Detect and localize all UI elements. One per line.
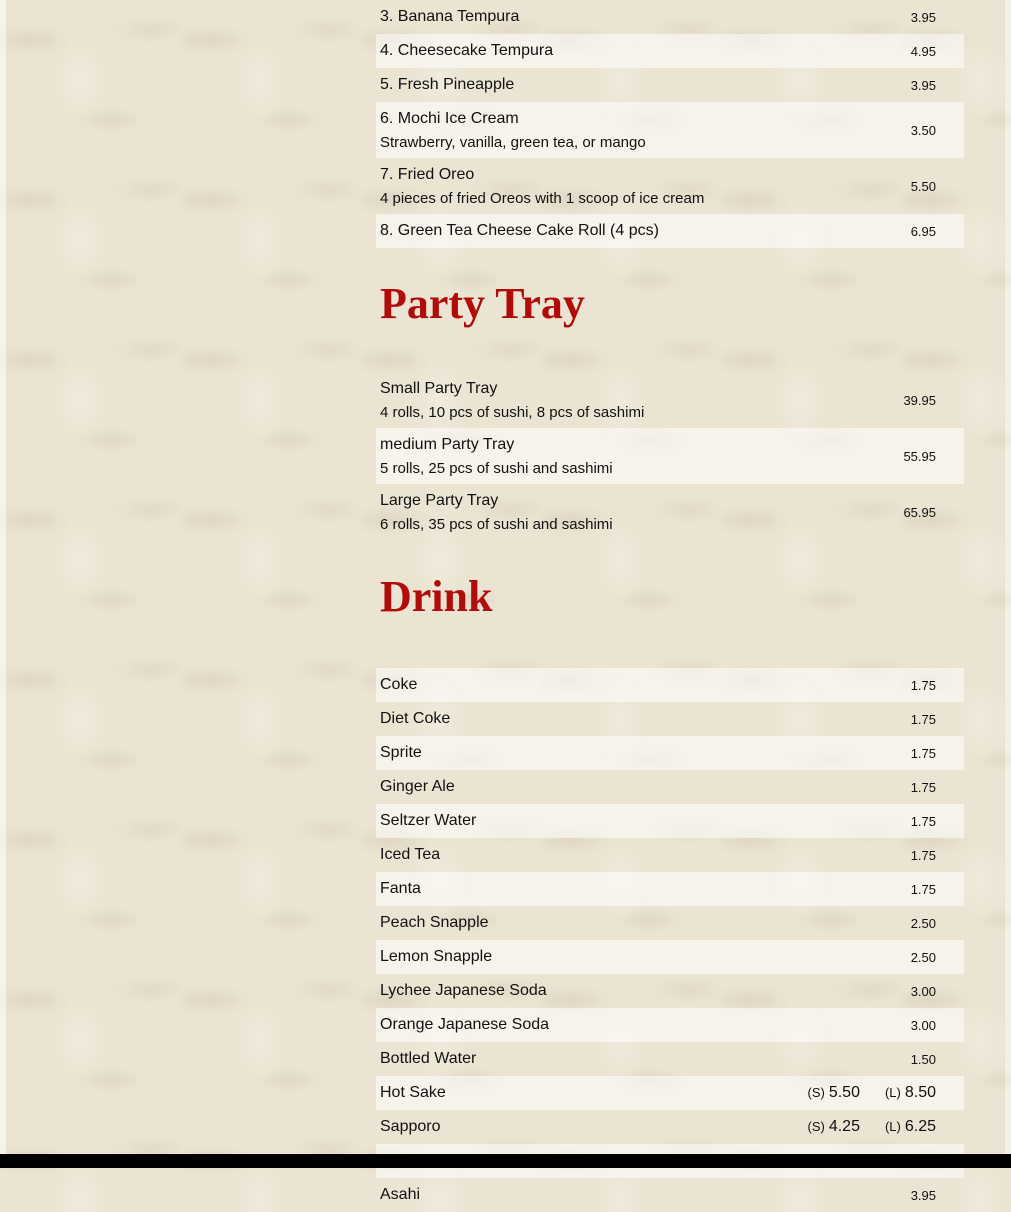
party-tray-list: [376, 372, 964, 540]
item-name: 4. Cheesecake Tempura: [380, 42, 554, 59]
menu-item: [376, 1076, 964, 1110]
item-name: Coke: [380, 676, 418, 693]
item-price: 1.75: [910, 813, 936, 829]
section-title-drink: Drink: [380, 572, 493, 621]
item-name: medium Party Tray: [380, 435, 515, 453]
party-tray-heading-wrap: [376, 248, 964, 372]
menu-item: [376, 1110, 964, 1144]
item-price: 4.95: [910, 43, 936, 59]
item-price: 1.75: [910, 711, 936, 727]
price-pair: [807, 1084, 936, 1102]
menu-item: [376, 906, 964, 940]
item-price: 3.95: [910, 9, 936, 25]
menu-item: [376, 940, 964, 974]
item-name: 7. Fried Oreo: [380, 165, 475, 183]
item-name: 5. Fresh Pineapple: [380, 76, 515, 93]
item-description: 5 rolls, 25 pcs of sushi and sashimi: [380, 459, 613, 477]
item-name: Lemon Snapple: [380, 948, 493, 965]
item-name: Fanta: [380, 880, 421, 897]
size-label-large: (L): [884, 1119, 901, 1134]
item-name: 6. Mochi Ice Cream: [380, 109, 519, 127]
item-price: 6.95: [910, 223, 936, 239]
item-price: 65.95: [903, 504, 936, 520]
drink-list: [376, 668, 964, 1212]
item-name: Large Party Tray: [380, 491, 499, 509]
item-name: Iced Tea: [380, 846, 441, 863]
item-name: Bottled Water: [380, 1050, 477, 1067]
item-description: 4 rolls, 10 pcs of sushi, 8 pcs of sashimi: [380, 403, 645, 421]
item-text: [380, 380, 644, 421]
item-name: Small Party Tray: [380, 379, 498, 397]
item-text: [380, 166, 704, 207]
drink-heading-wrap: [376, 540, 964, 668]
item-price: 3.95: [910, 1187, 936, 1203]
menu-item: [376, 68, 964, 102]
menu-item: [376, 0, 964, 34]
menu-item: [376, 102, 964, 158]
item-price: 3.00: [910, 1017, 936, 1033]
item-text: [380, 110, 646, 151]
item-name: 3. Banana Tempura: [380, 8, 520, 25]
menu-item: [376, 428, 964, 484]
item-price: 1.50: [910, 1051, 936, 1067]
item-price: 39.95: [903, 392, 936, 408]
item-name: Asahi: [380, 1186, 421, 1203]
item-name: 8. Green Tea Cheese Cake Roll (4 pcs): [380, 222, 659, 239]
item-name: Diet Coke: [380, 710, 451, 727]
menu-item: [376, 736, 964, 770]
item-name: Sapporo: [380, 1118, 441, 1135]
item-price: 1.75: [910, 881, 936, 897]
menu-content: [376, 0, 964, 1212]
price-small: 4.25: [828, 1118, 860, 1135]
menu-item: [376, 1178, 964, 1212]
price-large: 8.50: [904, 1084, 936, 1101]
menu-item: [376, 214, 964, 248]
dessert-list: [376, 0, 964, 248]
item-name: Hot Sake: [380, 1084, 446, 1101]
size-label-large: (L): [884, 1085, 901, 1100]
menu-item: [376, 34, 964, 68]
menu-item: [376, 838, 964, 872]
menu-item: [376, 1008, 964, 1042]
size-label-small: (S): [807, 1119, 825, 1134]
menu-item: [376, 770, 964, 804]
menu-item: [376, 158, 964, 214]
menu-item: [376, 872, 964, 906]
menu-item: [376, 974, 964, 1008]
item-description: 4 pieces of fried Oreos with 1 scoop of ice cream: [380, 189, 705, 207]
item-price: 3.50: [910, 122, 936, 138]
page-right-edge: [1005, 0, 1011, 1168]
item-text: [380, 492, 613, 533]
price-small: 5.50: [828, 1084, 860, 1101]
item-name: Orange Japanese Soda: [380, 1016, 550, 1033]
size-label-small: (S): [807, 1085, 825, 1100]
item-price: 3.00: [910, 983, 936, 999]
item-name: Seltzer Water: [380, 812, 477, 829]
item-name: Ginger Ale: [380, 778, 455, 795]
item-price: 1.75: [910, 779, 936, 795]
menu-item: [376, 702, 964, 736]
item-text: [380, 436, 613, 477]
item-price: 55.95: [903, 448, 936, 464]
menu-item: [376, 372, 964, 428]
item-name: Sprite: [380, 744, 422, 761]
menu-item: [376, 484, 964, 540]
item-price: 2.50: [910, 949, 936, 965]
section-title-party-tray: Party Tray: [380, 279, 585, 328]
item-price: 1.75: [910, 847, 936, 863]
item-name: Peach Snapple: [380, 914, 489, 931]
menu-item: [376, 804, 964, 838]
item-name: Lychee Japanese Soda: [380, 982, 547, 999]
price-pair: [807, 1118, 936, 1136]
menu-item: [376, 1042, 964, 1076]
item-price: 2.50: [910, 915, 936, 931]
item-description: Strawberry, vanilla, green tea, or mango: [380, 133, 646, 151]
price-large: 6.25: [904, 1118, 936, 1135]
menu-item: [376, 668, 964, 702]
item-price: 5.50: [910, 178, 936, 194]
item-price: 3.95: [910, 77, 936, 93]
item-price: 1.75: [910, 677, 936, 693]
bottom-bar: [0, 1154, 1011, 1168]
page-left-edge: [0, 0, 6, 1168]
item-price: 1.75: [910, 745, 936, 761]
item-description: 6 rolls, 35 pcs of sushi and sashimi: [380, 515, 613, 533]
